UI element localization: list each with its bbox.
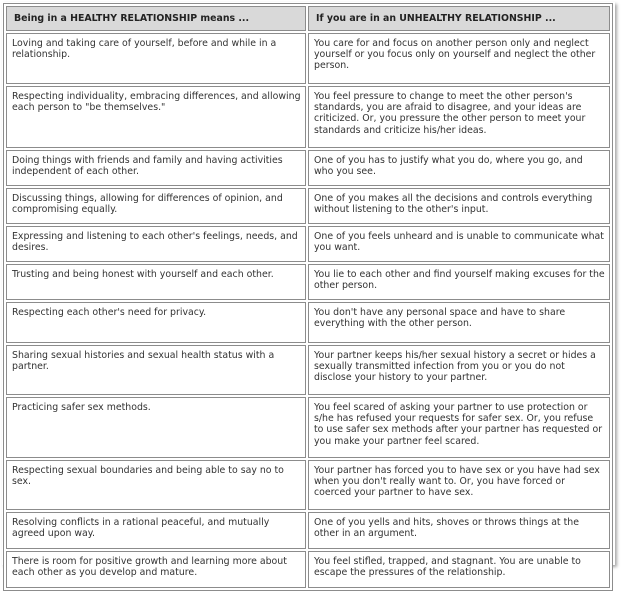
table-row: [6, 264, 610, 300]
healthy-cell: Respecting sexual boundaries and being able to say no to sex.: [6, 460, 306, 510]
healthy-cell: Expressing and listening to each other's feelings, needs, and desires.: [6, 226, 306, 262]
table-row: [6, 302, 610, 343]
unhealthy-cell: You feel scared of asking your partner to use protection or s/he has refused your requests for safer sex. Or, you refuse to use safer sex methods after your partner has requested or you make your partner feel scared.: [308, 397, 610, 458]
table-row: [6, 345, 610, 395]
table-row: [6, 551, 610, 588]
unhealthy-cell: Your partner keeps his/her sexual history a secret or hides a sexually transmitted infection from you or you do not disclose your history to your partner.: [308, 345, 610, 395]
unhealthy-cell: You lie to each other and find yourself making excuses for the other person.: [308, 264, 610, 300]
unhealthy-cell: One of you feels unheard and is unable to communicate what you want.: [308, 226, 610, 262]
healthy-cell: There is room for positive growth and learning more about each other as you develop and mature.: [6, 551, 306, 588]
header-unhealthy: If you are in an UNHEALTHY RELATIONSHIP ...: [308, 6, 610, 31]
healthy-cell: Practicing safer sex methods.: [6, 397, 306, 458]
table-row: [6, 460, 610, 510]
unhealthy-cell: Your partner has forced you to have sex or you have had sex when you don't really want to. Or, you have forced or coerced your partner to have sex.: [308, 460, 610, 510]
table-row: [6, 150, 610, 186]
table-row: [6, 188, 610, 224]
unhealthy-cell: One of you yells and hits, shoves or throws things at the other in an argument.: [308, 512, 610, 549]
table-row: [6, 33, 610, 84]
table-row: [6, 86, 610, 148]
healthy-cell: Resolving conflicts in a rational peaceful, and mutually agreed upon way.: [6, 512, 306, 549]
unhealthy-cell: You feel pressure to change to meet the other person's standards, you are afraid to disagree, and your ideas are criticized. Or, you pressure the other person to meet your standards and criticize his/her ideas.: [308, 86, 610, 148]
relationship-comparison-table: [3, 3, 613, 591]
healthy-cell: Loving and taking care of yourself, before and while in a relationship.: [6, 33, 306, 84]
unhealthy-cell: You feel stifled, trapped, and stagnant. You are unable to escape the pressures of the relationship.: [308, 551, 610, 588]
unhealthy-cell: One of you makes all the decisions and controls everything without listening to the other's input.: [308, 188, 610, 224]
unhealthy-cell: You don't have any personal space and have to share everything with the other person.: [308, 302, 610, 343]
healthy-cell: Doing things with friends and family and having activities independent of each other.: [6, 150, 306, 186]
header-healthy: Being in a HEALTHY RELATIONSHIP means ...: [6, 6, 306, 31]
unhealthy-cell: You care for and focus on another person only and neglect yourself or you focus only on yourself and neglect the other person.: [308, 33, 610, 84]
healthy-cell: Discussing things, allowing for differences of opinion, and compromising equally.: [6, 188, 306, 224]
table-row: [6, 226, 610, 262]
table-header-row: [6, 6, 610, 31]
healthy-cell: Respecting individuality, embracing differences, and allowing each person to "be themselves.": [6, 86, 306, 148]
unhealthy-cell: One of you has to justify what you do, where you go, and who you see.: [308, 150, 610, 186]
table-row: [6, 397, 610, 458]
table-row: [6, 512, 610, 549]
healthy-cell: Sharing sexual histories and sexual health status with a partner.: [6, 345, 306, 395]
healthy-cell: Respecting each other's need for privacy.: [6, 302, 306, 343]
healthy-cell: Trusting and being honest with yourself and each other.: [6, 264, 306, 300]
